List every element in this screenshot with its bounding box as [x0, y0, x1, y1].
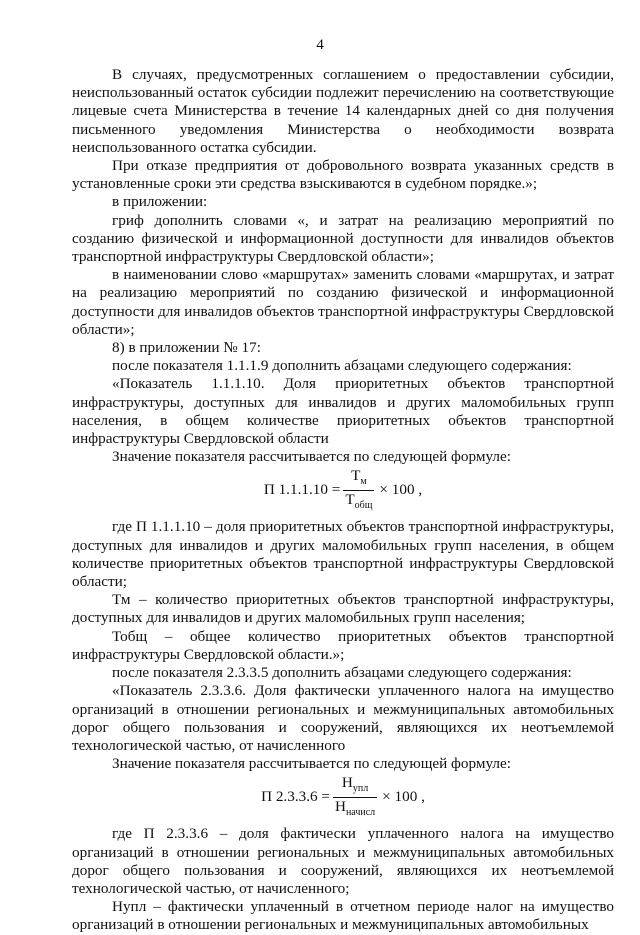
paragraph: где П 1.1.1.10 – доля приоритетных объектов транспортной инфраструктуры, доступных для инвалидов и других маломобильных групп населения, в общем количестве приоритетных объектов транспортной инфраструктуры Свердловской области;: [72, 518, 614, 591]
formula-fraction: [333, 774, 377, 821]
paragraph: после показателя 2.3.3.5 дополнить абзацами следующего содержания:: [112, 664, 572, 682]
paragraph: Тобщ – общее количество приоритетных объектов транспортной инфраструктуры Свердловской области.»;: [72, 627, 614, 663]
paragraph: после показателя 1.1.1.9 дополнить абзацами следующего содержания:: [112, 357, 572, 375]
formula-numerator: $Н_{упл}$: [341, 773, 369, 794]
formula-numerator: $Т_м$: [351, 466, 367, 487]
paragraph: При отказе предприятия от добровольного возврата указанных средств в установленные сроки эти средства взыскиваются в судебном порядке.»;: [72, 157, 614, 193]
formula-denominator: $Т_{общ}$: [343, 490, 374, 514]
paragraph: Нупл – фактически уплаченный в отчетном периоде налог на имущество организаций в отношении региональных и межмуниципальных автомобильных: [72, 898, 614, 934]
formula-rest: × 100 ,: [379, 481, 423, 499]
paragraph: где П 2.3.3.6 – доля фактически уплаченного налога на имущество организаций в отношении региональных и межмуниципальных автомобильных дорог общего пользования и сооружений, являющихся их неотъемлемой технологической частью, от начисленного;: [72, 825, 614, 897]
paragraph: Значение показателя рассчитывается по следующей формуле:: [112, 448, 511, 466]
paragraph: «Показатель 1.1.1.10. Доля приоритетных объектов транспортной инфраструктуры, доступных для инвалидов и других маломобильных групп населения, в общем количестве приоритетных объектов транспортной инфраструктуры Свердловской области: [72, 375, 614, 448]
paragraph: 8) в приложении № 17:: [112, 339, 261, 357]
paragraph: в приложении:: [112, 193, 208, 211]
formula-lhs: П 1.1.1.10 =: [263, 481, 341, 499]
formula-1: [72, 468, 614, 512]
formula-lhs: П 2.3.3.6 =: [261, 788, 330, 806]
paragraph: В случаях, предусмотренных соглашением о предоставлении субсидии, неиспользованный остаток субсидии подлежит перечислению на соответствующие лицевые счета Министерства в течение 14 календарных дней со дня получения письменного уведомления Министерства о необходимости возврата неиспользованного остатка субсидии.: [72, 66, 614, 156]
page-number: 4: [316, 36, 324, 53]
paragraph: гриф дополнить словами «, и затрат на реализацию мероприятий по созданию физической и информационной доступности для инвалидов объектов транспортной инфраструктуры Свердловской области»;: [72, 211, 614, 266]
paragraph: «Показатель 2.3.3.6. Доля фактически уплаченного налога на имущество организаций в отношении региональных и межмуниципальных автомобильных дорог общего пользования и сооружений, являющихся их неотъемлемой технологической частью, от начисленного: [72, 682, 614, 754]
formula-fraction: [343, 467, 374, 514]
paragraph: Значение показателя рассчитывается по следующей формуле:: [112, 755, 511, 773]
formula-denominator: $Н_{начисл}$: [333, 797, 377, 821]
formula-rest: × 100 ,: [382, 788, 425, 806]
paragraph: Тм – количество приоритетных объектов транспортной инфраструктуры, доступных для инвалидов и других маломобильных групп населения;: [72, 591, 614, 627]
document-body: [72, 66, 614, 935]
paragraph: в наименовании слово «маршрутах» заменить словами «маршрутах, и затрат на реализацию мероприятий по созданию физической и информационной доступности для инвалидов объектов транспортной инфраструктуры Свердловской области»;: [72, 266, 614, 338]
formula-2: [72, 775, 614, 819]
